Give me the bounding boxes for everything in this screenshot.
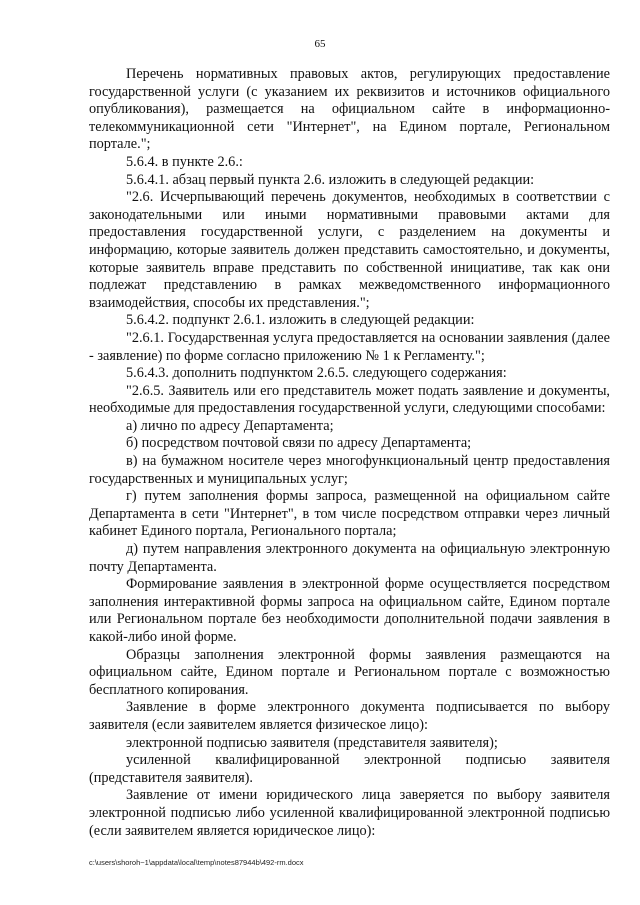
footer-file-path: c:\users\shoroh~1\appdata\local\temp\notes87944b\492-rm.docx	[89, 858, 304, 867]
paragraph: Заявление от имени юридического лица заверяется по выбору заявителя электронной подписью либо усиленной квалифицированной электронной подписью (если заявителем является юридическое лицо):	[89, 787, 610, 839]
page-number: 65	[314, 38, 326, 50]
paragraph: 5.6.4.3. дополнить подпунктом 2.6.5. следующего содержания:	[126, 365, 507, 382]
paragraph: "2.6.1. Государственная услуга предоставляется на основании заявления (далее - заявление) по форме согласно приложению № 1 к Регламенту.";	[89, 329, 610, 364]
paragraph: электронной подписью заявителя (представителя заявителя);	[126, 734, 498, 751]
paragraph: 5.6.4. в пункте 2.6.:	[126, 153, 243, 170]
document-body	[89, 66, 610, 840]
list-item: а) лично по адресу Департамента;	[126, 417, 334, 434]
list-item: д) путем направления электронного документа на официальную электронную почту Департамента.	[89, 541, 610, 575]
paragraph: Образцы заполнения электронной формы заявления размещаются на официальном сайте, Едином портале и Региональном портале с возможностью бесплатного копирования.	[89, 646, 610, 698]
paragraph: усиленной квалифицированной электронной подписью заявителя (представителя заявителя).	[89, 752, 610, 786]
paragraph: "2.6.5. Заявитель или его представитель может подать заявление и документы, необходимые для предоставления государственной услуги, следующими способами:	[89, 382, 610, 417]
list-item: в) на бумажном носителе через многофункциональный центр предоставления государственных и муниципальных услуг;	[89, 453, 610, 487]
list-item: б) посредством почтовой связи по адресу Департамента;	[126, 435, 472, 452]
list-item: г) путем заполнения формы запроса, размещенной на официальном сайте Департамента в сети "Интернет", в том числе посредством отправки через личный кабинет Единого портала, Регионального портала;	[89, 488, 610, 540]
paragraph: "2.6. Исчерпывающий перечень документов, необходимых в соответствии с законодательными или иными нормативными правовыми актами для предоставления государственной услуги, с разделением на документы и информацию, которые заявитель должен представить самостоятельно, и документы, которые заявитель вправе представить по собственной инициативе, так как они подлежат представлению в рамках межведомственного информационного взаимодействия, способы их представления.";	[89, 189, 610, 311]
paragraph: Заявление в форме электронного документа подписывается по выбору заявителя (если заявителем является физическое лицо):	[89, 699, 610, 733]
paragraph: Формирование заявления в электронной форме осуществляется посредством заполнения интерактивной формы запроса на официальном сайте, Едином портале или Региональном портале без необходимости дополнительной подачи заявления в какой-либо иной форме.	[89, 576, 610, 645]
paragraph: 5.6.4.2. подпункт 2.6.1. изложить в следующей редакции:	[126, 312, 475, 329]
paragraph: 5.6.4.1. абзац первый пункта 2.6. изложить в следующей редакции:	[126, 171, 535, 188]
paragraph: Перечень нормативных правовых актов, регулирующих предоставление государственной услуги (с указанием их реквизитов и источников официального опубликования), размещается на официальном сайте в информационно-телекоммуникационной сети "Интернет", на Едином портале, Региональном портале.";	[89, 66, 610, 153]
